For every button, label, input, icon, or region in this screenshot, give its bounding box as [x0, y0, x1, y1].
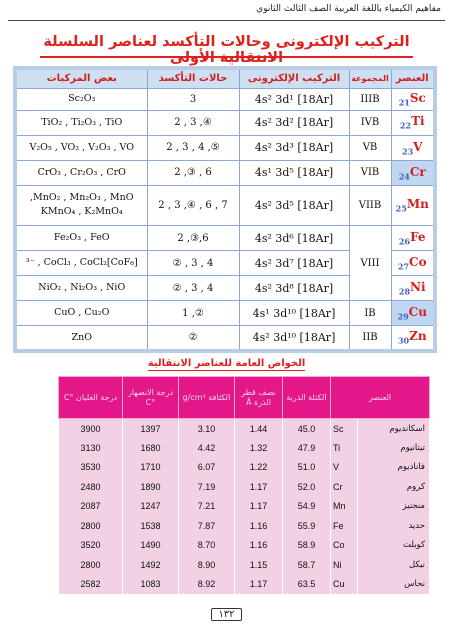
col-header-config: التركيب الإلكترونى — [239, 68, 349, 88]
element-symbol-cell: Ni — [330, 555, 357, 575]
atomic-radius-cell: 1.22 — [234, 458, 282, 478]
properties-title: الخواص العامة للعناصر الانتقالية — [147, 358, 306, 369]
element-symbol: Co — [409, 254, 427, 269]
density-cell: 6.07 — [178, 458, 234, 478]
table-row — [59, 555, 430, 575]
table-row — [15, 88, 435, 110]
compounds-cell: CuO , Cu₂O — [15, 301, 147, 326]
electron-config-cell: [18Ar] 4s¹ 3d⁵ — [239, 160, 349, 185]
compounds-cell: MnO₂ , Mn₂O₃ , MnO, KMnO₄ , K₂MnO₄ — [15, 185, 147, 225]
density-cell: 7.87 — [178, 516, 234, 536]
oxidation-states-cell: 3 — [147, 88, 239, 110]
density-cell: 8.90 — [178, 555, 234, 575]
atomic-mass-cell: 54.9 — [282, 497, 330, 517]
page-number: ١٣٢ — [0, 609, 453, 620]
element-symbol-cell: Fe — [330, 516, 357, 536]
melting-point-cell: 1680 — [122, 438, 178, 458]
col-header-compounds: بعض المركبات — [15, 68, 147, 88]
element-cell — [391, 326, 435, 351]
compounds-cell: [CoF₆]³⁻ , CoCl₃ , CoCl₂ — [15, 251, 147, 276]
element-cell — [391, 276, 435, 301]
element-name-cell: تيتانيوم — [358, 438, 430, 458]
table-row — [59, 516, 430, 536]
element-cell — [391, 88, 435, 110]
table-row — [59, 497, 430, 517]
table-row — [59, 458, 430, 478]
density-cell: 8.70 — [178, 536, 234, 556]
table-row — [15, 135, 435, 160]
boiling-point-cell: 2087 — [59, 497, 123, 517]
element-cell — [391, 185, 435, 225]
group-cell: VIII — [349, 226, 391, 301]
element-symbol-cell: Mn — [330, 497, 357, 517]
table-row — [15, 226, 435, 251]
boiling-point-cell: 2800 — [59, 516, 123, 536]
element-cell — [391, 301, 435, 326]
compounds-cell: NiO₂ , Ni₂O₃ , NiO — [15, 276, 147, 301]
element-symbol: Ti — [411, 114, 425, 129]
element-cell — [391, 226, 435, 251]
oxidation-states-cell: ②, 1 — [147, 301, 239, 326]
atomic-radius-cell: 1.32 — [234, 438, 282, 458]
element-name-cell: نحاس — [358, 575, 430, 595]
atomic-number: 30 — [397, 335, 410, 346]
element-cell — [391, 135, 435, 160]
element-symbol-cell: Ti — [330, 438, 357, 458]
oxidation-states-cell: 4 , 3 , ② — [147, 276, 239, 301]
atomic-number: 29 — [397, 311, 409, 322]
table-row — [59, 438, 430, 458]
oxidation-states-cell: ⑤, 4 , 3 , 2 — [147, 135, 239, 160]
element-symbol-cell: V — [330, 458, 357, 478]
element-cell — [391, 160, 435, 185]
atomic-number: 25 — [395, 203, 407, 214]
atomic-mass-cell: 52.0 — [282, 477, 330, 497]
atomic-mass-cell: 45.0 — [282, 419, 330, 439]
table-row — [15, 185, 435, 225]
element-name-cell: فاناديوم — [358, 458, 430, 478]
electron-config-table — [13, 66, 437, 353]
table-row — [15, 160, 435, 185]
col-header-element: العنصر — [391, 68, 435, 88]
atomic-number: 22 — [399, 120, 412, 131]
page-title: التركيب الإلكترونى وحالات التأكسد لعناصر السلسلة الانتقالية الأولى — [43, 34, 410, 66]
oxidation-states-cell: 4 , 3 , ② — [147, 251, 239, 276]
electron-config-cell: [18Ar] 4s² 3d⁶ — [239, 226, 349, 251]
element-name-cell: منجنيز — [358, 497, 430, 517]
col-header-melting: درجة الانصهار °C — [122, 377, 178, 419]
group-cell: IIB — [349, 326, 391, 351]
table-row — [59, 575, 430, 595]
col-header-density: الكثافة g/cm³ — [178, 377, 234, 419]
col-header-oxidation: حالات التأكسد — [147, 68, 239, 88]
density-cell: 7.21 — [178, 497, 234, 517]
compounds-cell: Fe₂O₃ , FeO — [15, 226, 147, 251]
element-symbol-cell: Co — [330, 536, 357, 556]
boiling-point-cell: 3520 — [59, 536, 123, 556]
atomic-number: 28 — [398, 286, 411, 297]
atomic-number: 23 — [402, 145, 414, 156]
compounds-cell: TiO₂ , Ti₂O₃ , TiO — [15, 110, 147, 135]
atomic-radius-cell: 1.17 — [234, 497, 282, 517]
table-row — [59, 477, 430, 497]
element-symbol: Ni — [410, 280, 426, 295]
density-cell: 3.10 — [178, 419, 234, 439]
col-header-element: العنصر — [330, 377, 429, 419]
atomic-radius-cell: 1.16 — [234, 536, 282, 556]
header-rule — [8, 20, 445, 21]
atomic-mass-cell: 51.0 — [282, 458, 330, 478]
atomic-mass-cell: 63.5 — [282, 575, 330, 595]
table-row — [15, 326, 435, 351]
compounds-cell: Sc₂O₃ — [15, 88, 147, 110]
electron-config-cell: [18Ar] 4s² 3d⁷ — [239, 251, 349, 276]
table-row — [59, 419, 430, 439]
electron-config-cell: [18Ar] 4s² 3d² — [239, 110, 349, 135]
boiling-point-cell: 3530 — [59, 458, 123, 478]
atomic-radius-cell: 1.44 — [234, 419, 282, 439]
oxidation-states-cell: 6,③, 2 — [147, 226, 239, 251]
oxidation-states-cell: ② — [147, 326, 239, 351]
group-cell: IB — [349, 301, 391, 326]
element-symbol: Cr — [409, 164, 426, 179]
melting-point-cell: 1538 — [122, 516, 178, 536]
group-cell: VIIB — [349, 185, 391, 225]
boiling-point-cell: 2480 — [59, 477, 123, 497]
group-cell: IIIB — [349, 88, 391, 110]
element-name-cell: اسكانديوم — [358, 419, 430, 439]
atomic-radius-cell: 1.15 — [234, 555, 282, 575]
atomic-mass-cell: 47.9 — [282, 438, 330, 458]
element-name-cell: حديد — [358, 516, 430, 536]
col-header-boiling: درجة الغليان °C — [59, 377, 123, 419]
element-symbol: Mn — [406, 197, 429, 212]
atomic-radius-cell: 1.17 — [234, 575, 282, 595]
element-symbol-cell: Cr — [330, 477, 357, 497]
element-symbol: V — [413, 139, 423, 154]
table-row — [15, 110, 435, 135]
boiling-point-cell: 3130 — [59, 438, 123, 458]
element-symbol-cell: Cu — [330, 575, 357, 595]
element-name-cell: كوبلت — [358, 536, 430, 556]
compounds-cell: V₂O₅ , VO₂ , V₂O₃ , VO — [15, 135, 147, 160]
electron-config-cell: [18Ar] 4s² 3d⁸ — [239, 276, 349, 301]
density-cell: 4.42 — [178, 438, 234, 458]
density-cell: 8.92 — [178, 575, 234, 595]
atomic-mass-cell: 58.7 — [282, 555, 330, 575]
element-symbol: Fe — [410, 229, 426, 244]
oxidation-states-cell: 7 , 6 , ④, 3 , 2 — [147, 185, 239, 225]
atomic-number: 27 — [397, 261, 410, 272]
compounds-cell: ZnO — [15, 326, 147, 351]
boiling-point-cell: 2582 — [59, 575, 123, 595]
oxidation-states-cell: 6 , ③, 2 — [147, 160, 239, 185]
properties-table — [58, 376, 430, 594]
group-cell: IVB — [349, 110, 391, 135]
melting-point-cell: 1710 — [122, 458, 178, 478]
melting-point-cell: 1490 — [122, 536, 178, 556]
title-underline — [40, 56, 413, 58]
boiling-point-cell: 2800 — [59, 555, 123, 575]
col-header-group: المجموعة — [349, 68, 391, 88]
melting-point-cell: 1397 — [122, 419, 178, 439]
element-name-cell: كروم — [358, 477, 430, 497]
element-symbol: Zn — [409, 329, 427, 344]
atomic-number: 26 — [398, 236, 411, 247]
element-name-cell: نيكل — [358, 555, 430, 575]
group-cell: VB — [349, 135, 391, 160]
electron-config-cell: [18Ar] 4s¹ 3d¹⁰ — [239, 301, 349, 326]
atomic-mass-cell: 58.9 — [282, 536, 330, 556]
atomic-number: 21 — [398, 97, 410, 108]
element-symbol-cell: Sc — [330, 419, 357, 439]
electron-config-cell: [18Ar] 4s² 3d¹ — [239, 88, 349, 110]
col-header-radius: نصف قطر الذرة Å — [234, 377, 282, 419]
oxidation-states-cell: ④, 3 , 2 — [147, 110, 239, 135]
compounds-cell: CrO₃ , Cr₂O₃ , CrO — [15, 160, 147, 185]
element-symbol: Sc — [409, 90, 426, 105]
table-row — [15, 301, 435, 326]
atomic-radius-cell: 1.16 — [234, 516, 282, 536]
density-cell: 7.19 — [178, 477, 234, 497]
table-row — [59, 536, 430, 556]
electron-config-cell: [18Ar] 4s² 3d¹⁰ — [239, 326, 349, 351]
boiling-point-cell: 3900 — [59, 419, 123, 439]
page-header: مفاهيم الكيمياء باللغة العربية الصف الثالث الثانوي — [256, 4, 441, 14]
group-cell: VIB — [349, 160, 391, 185]
element-cell — [391, 251, 435, 276]
atomic-mass-cell: 55.9 — [282, 516, 330, 536]
electron-config-cell: [18Ar] 4s² 3d³ — [239, 135, 349, 160]
element-cell — [391, 110, 435, 135]
atomic-radius-cell: 1.17 — [234, 477, 282, 497]
melting-point-cell: 1247 — [122, 497, 178, 517]
melting-point-cell: 1492 — [122, 555, 178, 575]
electron-config-cell: [18Ar] 4s² 3d⁵ — [239, 185, 349, 225]
melting-point-cell: 1890 — [122, 477, 178, 497]
col-header-mass: الكتلة الذرية — [282, 377, 330, 419]
element-symbol: Cu — [408, 305, 427, 320]
atomic-number: 24 — [398, 171, 410, 181]
melting-point-cell: 1083 — [122, 575, 178, 595]
